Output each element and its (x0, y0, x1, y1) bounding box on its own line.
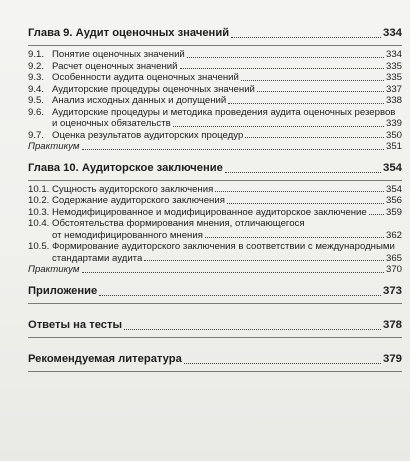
chapter-title: Глава 10. Аудиторское заключение (28, 161, 223, 174)
section-title: Содержание аудиторского заключения (52, 195, 225, 206)
chapter-page: 334 (382, 27, 402, 39)
toc-entry-10-4[interactable] (28, 218, 402, 241)
section-divider (28, 371, 402, 372)
toc-entry-practicum-9[interactable] (28, 141, 402, 153)
dot-leader (257, 91, 384, 92)
toc-entry-9-3[interactable] (28, 72, 402, 84)
dot-leader (187, 57, 384, 58)
toc-entry-10-1[interactable] (28, 184, 402, 196)
literature-page: 379 (382, 352, 402, 365)
section-page: 354 (385, 183, 402, 195)
section-title-last-line (52, 253, 402, 265)
section-number: 10.3. (28, 206, 50, 218)
practicum-title: Практикум (28, 264, 80, 275)
section-title: Сущность аудиторского заключения (52, 183, 214, 195)
section-title-block (52, 241, 402, 264)
section-title: Аудиторские процедуры оценочных значений (52, 83, 255, 95)
toc-chapter-10[interactable] (28, 159, 402, 178)
answers-page: 378 (382, 318, 402, 331)
dot-leader (369, 214, 384, 215)
dot-leader (184, 363, 381, 364)
section-title: Анализ исходных данных и допущений (52, 95, 227, 106)
section-page: 362 (385, 229, 402, 241)
section-page: 339 (385, 118, 402, 129)
chapter-divider (28, 180, 402, 181)
dot-leader (215, 191, 384, 192)
section-title-block (52, 218, 402, 241)
section-title-line-1: Обстоятельства формирования мнения, отличающегося (52, 218, 305, 229)
dot-leader (173, 126, 384, 127)
section-title: Оценка результатов аудиторских процедур (52, 129, 244, 141)
section-number: 9.3. (28, 72, 45, 83)
spacer (28, 341, 402, 350)
toc-entry-9-2[interactable] (28, 61, 402, 73)
section-title-line-1: Аудиторские процедуры и методика проведения аудита оценочных резервов (52, 106, 396, 118)
toc-entry-9-4[interactable] (28, 84, 402, 96)
section-number: 10.5. (28, 241, 50, 252)
section-number: 10.4. (28, 218, 50, 229)
section-page: 335 (385, 60, 402, 72)
dot-leader (99, 295, 381, 296)
dot-leader (144, 260, 384, 261)
section-number: 9.1. (28, 49, 45, 60)
section-title-line-1: Формирование аудиторского заключения в соответствии с международными (52, 241, 395, 252)
practicum-page: 351 (385, 141, 402, 152)
chapter-page: 354 (382, 161, 402, 174)
toc-entry-9-1[interactable] (28, 49, 402, 61)
section-page: 334 (385, 49, 402, 60)
dot-leader (180, 68, 384, 69)
section-title-line-2: от немодифицированного мнения (52, 229, 203, 241)
toc-literature[interactable] (28, 350, 402, 369)
dot-leader (225, 172, 381, 173)
toc-answers[interactable] (28, 316, 402, 335)
section-number: 9.4. (28, 83, 45, 95)
practicum-page: 370 (385, 264, 402, 275)
toc-entry-practicum-10[interactable] (28, 264, 402, 276)
section-page: 365 (385, 252, 402, 264)
dot-leader (82, 149, 384, 150)
toc-entry-10-2[interactable] (28, 195, 402, 207)
toc-entry-9-6[interactable] (28, 107, 402, 130)
section-title-line-2: стандартами аудита (52, 252, 143, 264)
section-page: 359 (385, 206, 402, 218)
dot-leader (205, 237, 384, 238)
section-page: 356 (385, 195, 402, 206)
practicum-title: Практикум (28, 141, 80, 152)
section-number: 10.2. (28, 195, 50, 206)
section-title: Особенности аудита оценочных значений (52, 72, 239, 83)
dot-leader (231, 37, 381, 38)
dot-leader (245, 137, 384, 138)
answers-title: Ответы на тесты (28, 318, 123, 331)
toc-entry-9-5[interactable] (28, 95, 402, 107)
section-number: 9.5. (28, 95, 45, 106)
section-divider (28, 337, 402, 338)
section-title-line-2: и оценочных обязательств (52, 118, 171, 129)
appendix-page: 373 (382, 284, 402, 297)
section-title: Расчет оценочных значений (52, 60, 178, 72)
section-title-last-line (52, 230, 402, 242)
toc-entry-10-3[interactable] (28, 207, 402, 219)
section-page: 350 (385, 129, 402, 141)
dot-leader (227, 203, 384, 204)
section-number: 9.2. (28, 60, 45, 72)
section-page: 338 (385, 95, 402, 106)
section-title: Немодифицированное и модифицированное аудиторское заключение (52, 206, 367, 218)
dot-leader (228, 103, 384, 104)
table-of-contents (28, 24, 402, 375)
dot-leader (241, 80, 384, 81)
toc-chapter-9[interactable] (28, 24, 402, 43)
section-title-block (52, 107, 402, 130)
literature-title: Рекомендуемая литература (28, 352, 182, 365)
toc-entry-10-5[interactable] (28, 241, 402, 264)
dot-leader (124, 329, 381, 330)
section-divider (28, 303, 402, 304)
toc-entry-9-7[interactable] (28, 130, 402, 142)
spacer (28, 307, 402, 316)
section-number: 10.1. (28, 183, 50, 195)
section-page: 335 (385, 72, 402, 83)
toc-appendix[interactable] (28, 282, 402, 301)
chapter-title: Глава 9. Аудит оценочных значений (28, 27, 230, 39)
section-page: 337 (385, 83, 402, 95)
chapter-divider (28, 45, 402, 46)
section-number: 9.6. (28, 106, 45, 118)
section-title-last-line (52, 118, 402, 130)
dot-leader (82, 272, 384, 273)
section-number: 9.7. (28, 129, 45, 141)
section-title: Понятие оценочных значений (52, 49, 185, 60)
appendix-title: Приложение (28, 284, 98, 297)
